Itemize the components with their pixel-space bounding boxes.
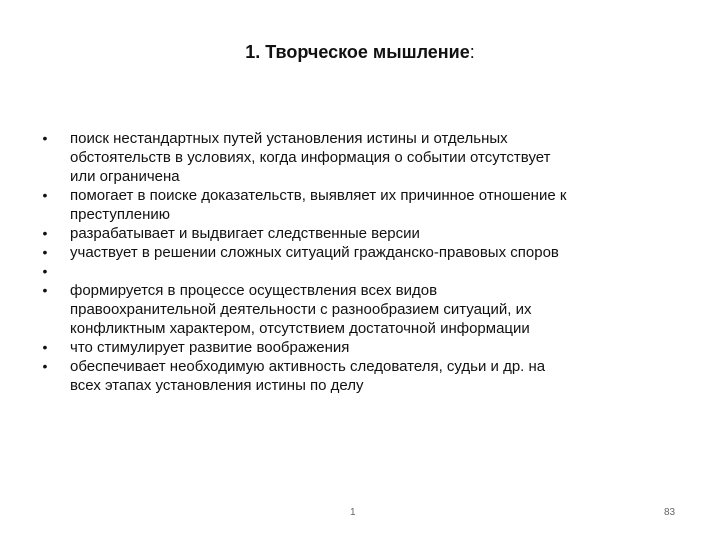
bullet-item <box>40 224 700 243</box>
bullet-item <box>40 129 700 186</box>
bullet-point-icon: • <box>42 339 48 355</box>
slide-title-main: 1. Творческое мышление <box>245 42 470 62</box>
bullet-point-icon: • <box>42 282 48 298</box>
bullet-text: обеспечивает необходимую активность следователя, судьи и др. на всех этапах установления истины по делу <box>70 358 546 394</box>
slide-number: 83 <box>664 507 676 518</box>
bullet-item <box>40 243 700 262</box>
slide-title-suffix: : <box>469 42 475 62</box>
bullet-point-icon: • <box>42 244 48 260</box>
bullet-text: что стимулирует развитие воображения <box>70 339 350 356</box>
bullet-text: формируется в процессе осуществления всех видов правоохранительной деятельности с разнообразием ситуаций, их конфликтным характером, отсутствием достаточной информации <box>70 282 532 337</box>
bullet-list <box>40 129 700 395</box>
bullet-text <box>70 262 700 281</box>
bullet-point-icon: • <box>42 225 48 241</box>
bullet-point-icon: • <box>42 130 48 146</box>
bullet-point-icon: • <box>42 263 48 279</box>
bullet-text: участвует в решении сложных ситуаций гражданско-правовых споров <box>70 244 559 261</box>
bullet-text: помогает в поиске доказательств, выявляет их причинное отношение к преступлению <box>70 187 567 223</box>
slide-title <box>0 40 720 64</box>
page-number: 1 <box>350 507 356 518</box>
bullet-item <box>40 281 700 338</box>
bullet-text: разрабатывает и выдвигает следственные версии <box>70 225 420 242</box>
bullet-point-icon: • <box>42 358 48 374</box>
bullet-item <box>40 338 700 357</box>
bullet-item <box>40 357 700 395</box>
bullet-item-empty <box>40 262 700 281</box>
bullet-item <box>40 186 700 224</box>
bullet-point-icon: • <box>42 187 48 203</box>
bullet-text: поиск нестандартных путей установления истины и отдельных обстоятельств в условиях, когда информация о событии отсутствует или ограничена <box>70 130 551 185</box>
